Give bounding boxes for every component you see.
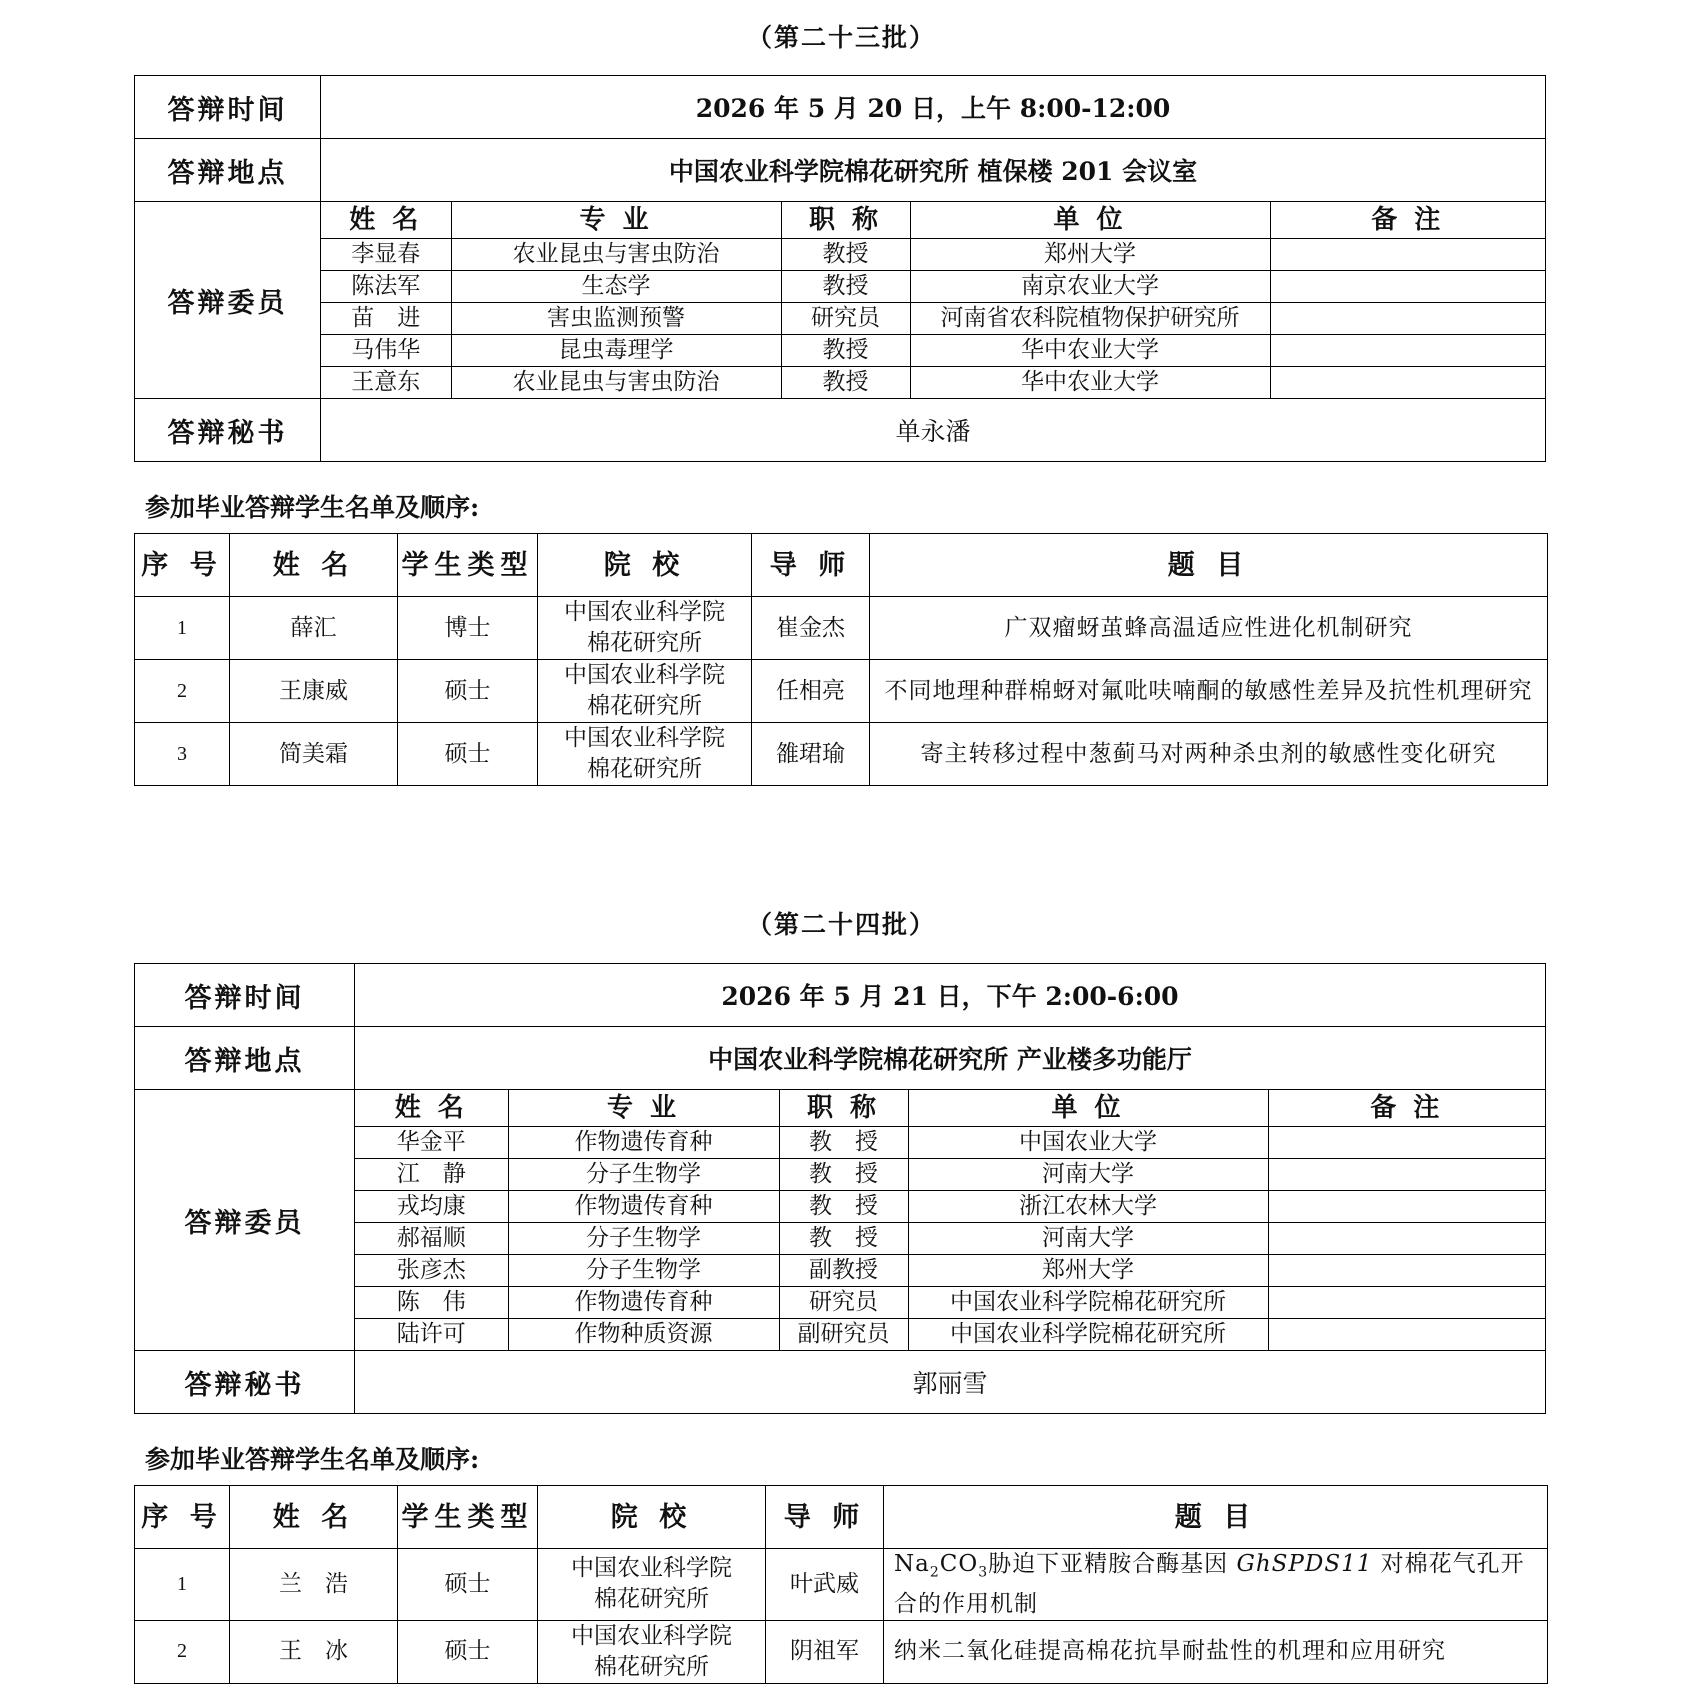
committee-label: 答辩委员	[135, 1090, 355, 1351]
member-title: 研究员	[779, 1287, 908, 1319]
committee-row	[355, 1159, 1545, 1191]
member-note	[1268, 1223, 1545, 1255]
committee-table	[355, 1090, 1545, 1350]
batch-23-title: （第二十三批）	[746, 23, 936, 52]
member-name: 陈法军	[321, 271, 451, 303]
col-no-header: 序 号	[135, 1486, 230, 1549]
member-note	[1270, 367, 1545, 399]
student-row	[135, 1549, 1548, 1621]
school-line-2: 棉花研究所	[594, 1586, 709, 1613]
committee-row	[355, 1127, 1545, 1159]
student-row	[135, 597, 1548, 660]
batch-24-title: （第二十四批）	[746, 910, 936, 939]
member-major: 生态学	[451, 271, 781, 303]
member-note	[1268, 1127, 1545, 1159]
topic-text-b: 对棉花气孔开合的作用机制	[894, 1551, 1525, 1617]
member-unit: 郑州大学	[910, 239, 1270, 271]
member-note	[1268, 1191, 1545, 1223]
member-name: 戎均康	[355, 1191, 508, 1223]
member-name: 马伟华	[321, 335, 451, 367]
committee-row	[355, 1287, 1545, 1319]
col-student-name-header: 姓 名	[230, 1486, 398, 1549]
member-major: 作物遗传育种	[508, 1191, 779, 1223]
school-line-1: 中国农业科学院	[564, 599, 725, 625]
student-no: 2	[135, 660, 230, 723]
committee-row	[355, 1191, 1545, 1223]
student-advisor: 雒珺瑜	[752, 723, 870, 786]
member-note	[1270, 303, 1545, 335]
student-school	[538, 1620, 766, 1683]
topic-na: Na	[894, 1551, 930, 1577]
member-title: 教 授	[779, 1223, 908, 1255]
member-major: 作物种质资源	[508, 1319, 779, 1351]
member-major: 分子生物学	[508, 1159, 779, 1191]
student-row	[135, 723, 1548, 786]
student-row	[135, 660, 1548, 723]
secretary-label: 答辩秘书	[135, 399, 321, 462]
student-topic: 广双瘤蚜茧蜂高温适应性进化机制研究	[870, 597, 1548, 660]
col-topic-header: 题 目	[884, 1486, 1548, 1549]
col-type-header: 学生类型	[398, 1486, 538, 1549]
committee-row	[321, 303, 1545, 335]
member-major: 分子生物学	[508, 1255, 779, 1287]
col-topic-header: 题 目	[870, 534, 1548, 597]
member-unit: 中国农业大学	[908, 1127, 1268, 1159]
member-unit: 浙江农林大学	[908, 1191, 1268, 1223]
student-name: 简美霜	[230, 723, 398, 786]
col-note-header: 备 注	[1270, 202, 1545, 239]
batch-24-student-table	[134, 1485, 1548, 1684]
time-label: 答辩时间	[135, 964, 355, 1027]
student-no: 2	[135, 1620, 230, 1683]
student-type: 硕士	[398, 1549, 538, 1621]
member-unit: 中国农业科学院棉花研究所	[908, 1287, 1268, 1319]
student-name: 王 冰	[230, 1620, 398, 1683]
col-name-header: 姓 名	[355, 1090, 508, 1127]
member-major: 农业昆虫与害虫防治	[451, 367, 781, 399]
member-name: 张彦杰	[355, 1255, 508, 1287]
committee-row	[355, 1223, 1545, 1255]
school-line-2: 棉花研究所	[587, 693, 702, 719]
member-name: 苗 进	[321, 303, 451, 335]
defense-place: 中国农业科学院棉花研究所 植保楼 201 会议室	[321, 139, 1546, 202]
student-topic: 不同地理种群棉蚜对氟吡呋喃酮的敏感性差异及抗性机理研究	[870, 660, 1548, 723]
place-label: 答辩地点	[135, 1027, 355, 1090]
student-school	[538, 1549, 766, 1621]
student-row	[135, 1620, 1548, 1683]
batch-23-student-table	[134, 533, 1548, 786]
student-type: 硕士	[398, 660, 538, 723]
school-line-2: 棉花研究所	[587, 630, 702, 656]
student-no: 1	[135, 597, 230, 660]
committee-row	[355, 1319, 1545, 1351]
defense-time: 2026 年 5 月 21 日，下午 2:00-6:00	[355, 964, 1546, 1027]
school-line-2: 棉花研究所	[587, 756, 702, 782]
student-advisor: 叶武威	[766, 1549, 884, 1621]
col-rank-header: 职 称	[779, 1090, 908, 1127]
student-name: 王康威	[230, 660, 398, 723]
student-no: 3	[135, 723, 230, 786]
student-topic: 寄主转移过程中葱蓟马对两种杀虫剂的敏感性变化研究	[870, 723, 1548, 786]
member-note	[1270, 335, 1545, 367]
member-unit: 河南省农科院植物保护研究所	[910, 303, 1270, 335]
col-advisor-header: 导 师	[752, 534, 870, 597]
col-school-header: 院 校	[538, 534, 752, 597]
student-school	[538, 660, 752, 723]
member-name: 陆许可	[355, 1319, 508, 1351]
member-unit: 华中农业大学	[910, 335, 1270, 367]
member-name: 郝福顺	[355, 1223, 508, 1255]
student-name: 兰 浩	[230, 1549, 398, 1621]
member-name: 王意东	[321, 367, 451, 399]
member-title: 教授	[781, 367, 910, 399]
school-line-2: 棉花研究所	[594, 1653, 709, 1680]
student-school	[538, 597, 752, 660]
col-major-header: 专 业	[451, 202, 781, 239]
student-type: 硕士	[398, 723, 538, 786]
secretary-name: 单永潘	[321, 399, 1546, 462]
committee-row	[355, 1255, 1545, 1287]
student-school	[538, 723, 752, 786]
member-unit: 华中农业大学	[910, 367, 1270, 399]
student-type: 博士	[398, 597, 538, 660]
committee-table	[321, 202, 1545, 398]
committee-row	[321, 239, 1545, 271]
member-name: 李显春	[321, 239, 451, 271]
school-line-1: 中国农业科学院	[571, 1555, 732, 1582]
committee-label: 答辩委员	[135, 202, 321, 399]
student-topic: 纳米二氧化硅提高棉花抗旱耐盐性的机理和应用研究	[884, 1620, 1548, 1683]
member-major: 农业昆虫与害虫防治	[451, 239, 781, 271]
place-label: 答辩地点	[135, 139, 321, 202]
col-student-name-header: 姓 名	[230, 534, 398, 597]
member-note	[1268, 1255, 1545, 1287]
topic-gene: GhSPDS11	[1236, 1551, 1373, 1577]
batch-24-info-table	[134, 963, 1546, 1414]
student-name: 薛汇	[230, 597, 398, 660]
member-title: 教 授	[779, 1191, 908, 1223]
member-note	[1270, 271, 1545, 303]
secretary-name: 郭丽雪	[355, 1351, 1546, 1414]
defense-place: 中国农业科学院棉花研究所 产业楼多功能厅	[355, 1027, 1546, 1090]
member-major: 害虫监测预警	[451, 303, 781, 335]
topic-text-a: 胁迫下亚精胺合酶基因	[988, 1551, 1237, 1577]
batch-23-info-table	[134, 75, 1546, 462]
col-major-header: 专 业	[508, 1090, 779, 1127]
member-title: 教 授	[779, 1127, 908, 1159]
member-major: 作物遗传育种	[508, 1127, 779, 1159]
col-unit-header: 单 位	[908, 1090, 1268, 1127]
col-rank-header: 职 称	[781, 202, 910, 239]
defense-time: 2026 年 5 月 20 日，上午 8:00-12:00	[321, 76, 1546, 139]
member-title: 研究员	[781, 303, 910, 335]
student-topic	[884, 1549, 1548, 1621]
school-line-1: 中国农业科学院	[564, 725, 725, 751]
time-label: 答辩时间	[135, 76, 321, 139]
member-title: 副教授	[779, 1255, 908, 1287]
member-major: 分子生物学	[508, 1223, 779, 1255]
member-title: 副研究员	[779, 1319, 908, 1351]
topic-sub-3: 3	[978, 1564, 989, 1581]
member-name: 华金平	[355, 1127, 508, 1159]
member-name: 陈 伟	[355, 1287, 508, 1319]
member-note	[1268, 1287, 1545, 1319]
student-list-caption: 参加毕业答辩学生名单及顺序:	[145, 1445, 480, 1474]
committee-row	[321, 335, 1545, 367]
member-unit: 河南大学	[908, 1159, 1268, 1191]
member-unit: 中国农业科学院棉花研究所	[908, 1319, 1268, 1351]
col-note-header: 备 注	[1268, 1090, 1545, 1127]
student-advisor: 任相亮	[752, 660, 870, 723]
student-no: 1	[135, 1549, 230, 1621]
member-title: 教授	[781, 271, 910, 303]
member-title: 教授	[781, 239, 910, 271]
col-name-header: 姓 名	[321, 202, 451, 239]
topic-co: CO	[939, 1551, 979, 1577]
col-type-header: 学生类型	[398, 534, 538, 597]
member-unit: 河南大学	[908, 1223, 1268, 1255]
col-unit-header: 单 位	[910, 202, 1270, 239]
school-line-1: 中国农业科学院	[571, 1622, 732, 1649]
member-unit: 南京农业大学	[910, 271, 1270, 303]
committee-row	[321, 271, 1545, 303]
member-name: 江 静	[355, 1159, 508, 1191]
student-type: 硕士	[398, 1620, 538, 1683]
committee-row	[321, 367, 1545, 399]
col-school-header: 院 校	[538, 1486, 766, 1549]
member-note	[1268, 1319, 1545, 1351]
member-note	[1270, 239, 1545, 271]
member-major: 昆虫毒理学	[451, 335, 781, 367]
member-unit: 郑州大学	[908, 1255, 1268, 1287]
member-note	[1268, 1159, 1545, 1191]
secretary-label: 答辩秘书	[135, 1351, 355, 1414]
col-no-header: 序 号	[135, 534, 230, 597]
member-title: 教 授	[779, 1159, 908, 1191]
topic-sub-2: 2	[929, 1564, 940, 1581]
student-advisor: 崔金杰	[752, 597, 870, 660]
col-advisor-header: 导 师	[766, 1486, 884, 1549]
school-line-1: 中国农业科学院	[564, 662, 725, 688]
student-list-caption: 参加毕业答辩学生名单及顺序:	[145, 493, 480, 522]
member-title: 教授	[781, 335, 910, 367]
student-advisor: 阴祖军	[766, 1620, 884, 1683]
member-major: 作物遗传育种	[508, 1287, 779, 1319]
